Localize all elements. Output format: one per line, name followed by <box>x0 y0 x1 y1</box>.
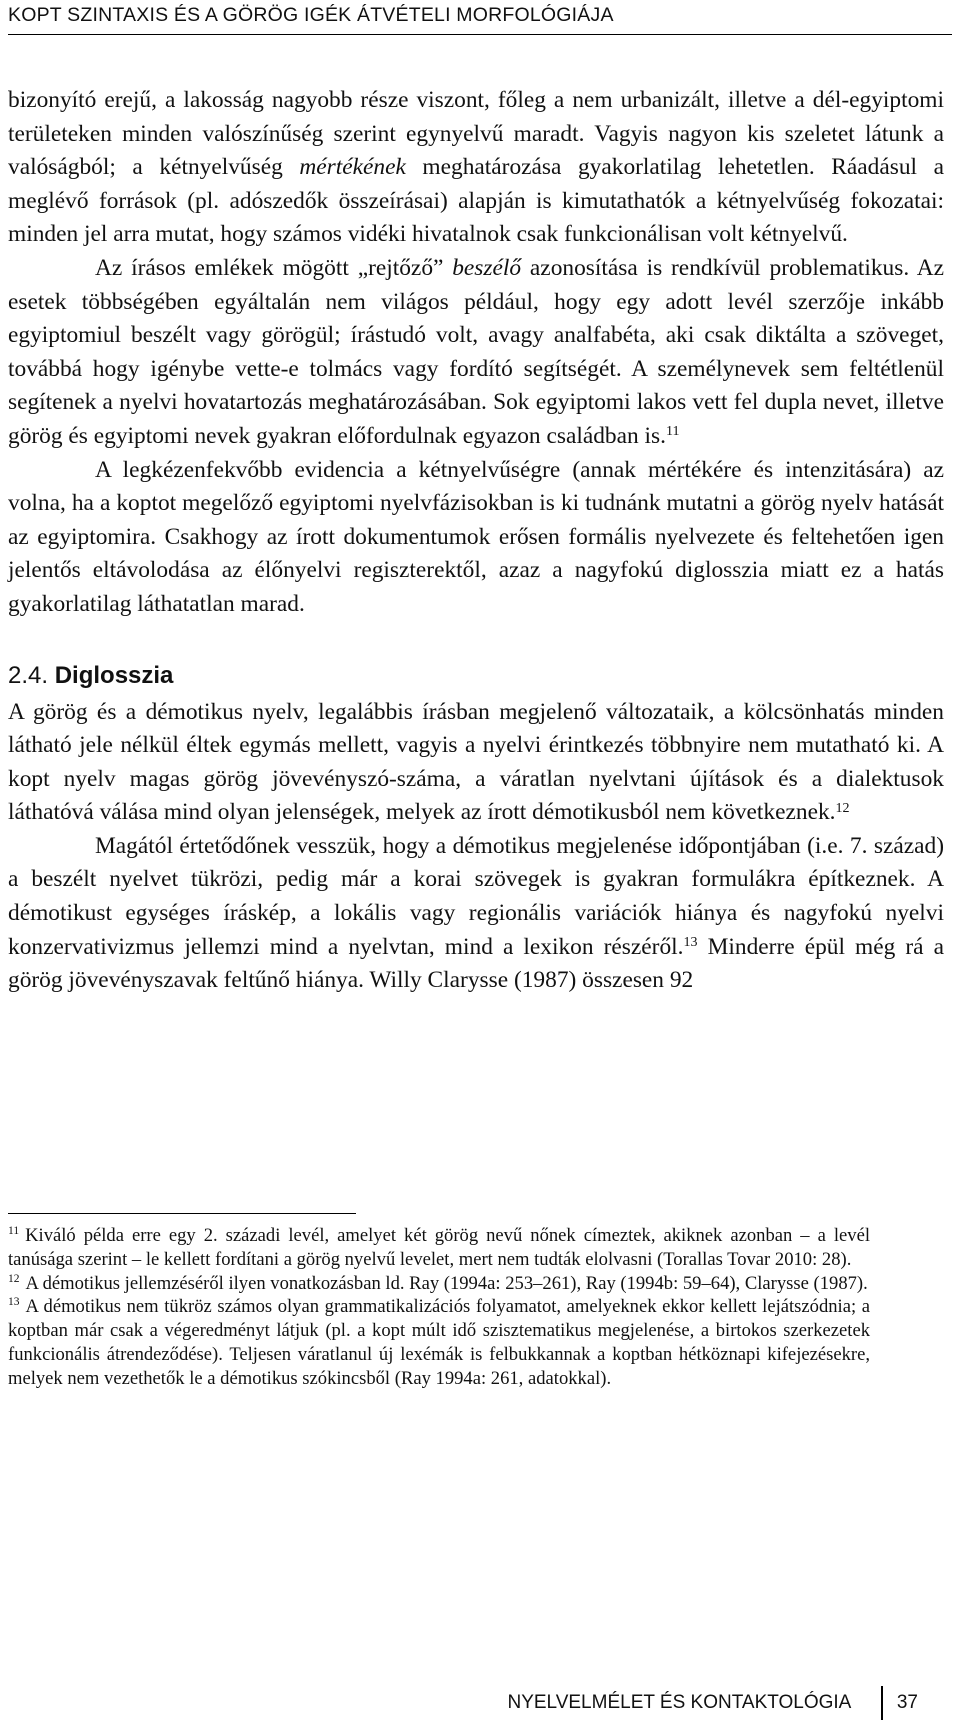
paragraph-1-text-a: bizonyító erejű, a lakosság nagyobb része viszont, főleg a nem urbanizált, illetve a dél-egyiptomi területeken minden valószínűség szerint egynyelvű maradt. Vagyis nagyon kis szeletet látunk a valóságból; a kétnyelvűség <box>8 87 944 181</box>
paragraph-1 <box>8 84 944 252</box>
paragraph-2-emphasis: beszélő <box>452 254 522 281</box>
footnote-text: A démotikus nem tükröz számos olyan grammatikalizációs folyamatot, amelyeknek ekkor kellett lejátszódnia; a koptban már csak a végeredményt látjuk (pl. a kopt múlt idő szisztematikus megjelenése, a birtokos szerkezetek funkcionális átrendeződése). Teljesen váratlanul új lexémák is felbukkannak a koptban hétköznapi kifejezésekre, melyek nem vezethetők le a démotikus szókincsből (Ray 1994a: 261, adatokkal). <box>8 1296 870 1389</box>
footnote-13 <box>8 1295 870 1390</box>
section-number: 2.4. <box>8 661 49 689</box>
footer-divider <box>881 1686 883 1720</box>
page-number: 37 <box>896 1692 918 1713</box>
footnote-text: A démotikus jellemzéséről ilyen vonatkozásban ld. Ray (1994a: 253–261), Ray (1994b: 59–64), Clarysse (1987). <box>25 1272 868 1294</box>
paragraph-3: A legkézenfekvőbb evidencia a kétnyelvűségre (annak mértékére és intenzitására) az volna, ha a koptot megelőző egyiptomi nyelvfázisokban is ki tudnánk mutatni a görög nyelv hatását az egyiptomira. Csakhogy az írott dokumentumok erősen formális nyelvezete és feltehetően igen jelentős eltávolodása az élőnyelvi regiszterektől, azaz a nagyfokú diglosszia miatt ez a hatás gyakorlatilag láthatatlan marad. <box>8 456 944 617</box>
footnote-number: 11 <box>8 1225 20 1238</box>
paragraph-5-text-b: Minderre épül még rá a görög jövevényszavak feltűnő hiánya. Willy Clarysse (1987) összesen 92 <box>8 933 944 994</box>
main-text <box>8 84 944 998</box>
footnote-11 <box>8 1224 870 1272</box>
paragraph-2 <box>8 252 944 454</box>
paragraph-1-emphasis: mértékének <box>299 154 406 181</box>
footnote-number: 12 <box>8 1272 20 1285</box>
footnote-ref-13: 13 <box>683 933 698 950</box>
paragraph-2-text-a: Az írásos emlékek mögött „rejtőző” <box>95 254 453 281</box>
footnote-12 <box>8 1272 870 1296</box>
paragraph-5-text-a: Magától értetődőnek vesszük, hogy a démotikus megjelenése időpontjában (i.e. 7. század) a beszélt nyelvet tükrözi, pedig már a korai szövegek is gyakran formulákra építkeznek. A démotikust egységes íráskép, a lokális vagy regionális variációk hiánya és nagyfokú nyelvi konzervativizmus jellemzi mind a nyelvtan, mind a lexikon részéről. <box>8 832 944 960</box>
footnote-separator <box>8 1213 356 1214</box>
running-header <box>8 4 952 35</box>
running-header-title: KOPT SZINTAXIS ÉS A GÖRÖG IGÉK ÁTVÉTELI MORFOLÓGIÁJA <box>8 4 614 26</box>
footnote-ref-12: 12 <box>835 799 850 816</box>
footnote-number: 13 <box>8 1296 20 1309</box>
paragraph-1-text-b: meghatározása gyakorlatilag lehetetlen. Ráadásul a meglévő források (pl. adószedők összeírásai) alapján is kimutathatók a kétnyelvűség fokozatai: minden jel arra mutat, hogy számos vidéki hivatalnok csak funkcionálisan volt kétnyelvű. <box>8 154 944 248</box>
paragraph-4 <box>8 696 944 830</box>
section-title: Diglosszia <box>54 661 174 689</box>
footnote-text: Kiváló példa erre egy 2. századi levél, amelyet két görög nevű nőnek címeztek, akiknek azonban – a levél tanúsága szerint – le kellett fordítani a görög nyelvű levelet, mert nem tudták elolvasni (Torallas Tovar 2010: 28). <box>8 1225 870 1270</box>
paragraph-5 <box>8 830 944 998</box>
page-footer <box>507 1686 918 1720</box>
journal-title: NYELVELMÉLET ÉS KONTAKTOLÓGIA <box>507 1692 852 1713</box>
footnote-ref-11: 11 <box>665 423 680 440</box>
section-heading <box>8 659 944 693</box>
paragraph-4-text: A görög és a démotikus nyelv, legalábbis írásban megjelenő változataik, a kölcsönhatás minden látható jele nélkül éltek egymás mellett, vagyis a nyelvi érintkezés többnyire nem mutatható ki. A kopt nyelv magas görög jövevényszó-száma, a váratlan nyelvtani újítások és a dialektusok láthatóvá válása mind olyan jelenségek, melyek az írott démotikusból nem következnek. <box>8 698 944 826</box>
footnotes <box>8 1224 870 1391</box>
paragraph-2-text-b: azonosítása is rendkívül problematikus. Az esetek többségében egyáltalán nem világos például, hogy egy adott levél szerzője inkább egyiptomiul beszélt vagy görögül; írástudó volt, avagy analfabéta, aki csak diktálta a szöveget, továbbá hogy igénybe vette-e tolmács vagy fordító segítségét. A személynevek sem feltétlenül segítenek a nyelvi hovatartozás meghatározásában. Sok egyiptomi lakos vett fel dupla nevet, illetve görög és egyiptomi nevek gyakran előfordulnak egyazon családban is. <box>8 254 944 449</box>
